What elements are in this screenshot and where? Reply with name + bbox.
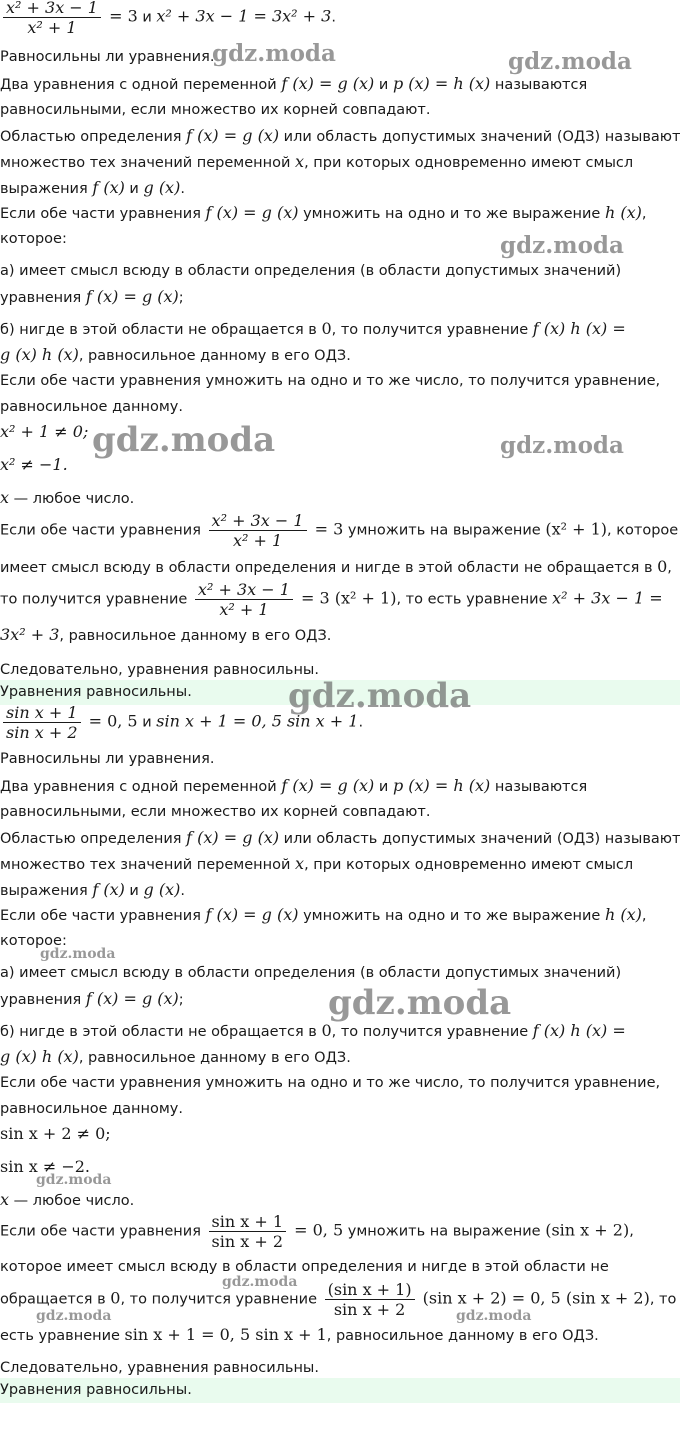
watermark: gdz.moda (328, 983, 512, 1023)
watermark: gdz.moda (500, 232, 624, 259)
definition-line: Два уравнения с одной переменной f (x) = g (x) и p (x) = h (x) называются (0, 776, 588, 795)
watermark: gdz.moda (212, 40, 336, 67)
watermark: gdz.moda (508, 48, 632, 75)
condition-a-line: уравнения f (x) = g (x); (0, 989, 184, 1008)
number-rule-line: равносильное данному. (0, 399, 183, 415)
solution-line: обращается в 0, то получится уравнение $\frac{\text{(sin x + 1)}}{\text{sin x + 2}}$ (sin x + 2) = 0, 5 (sin x + 2), то (0, 1280, 677, 1319)
watermark: gdz.moda (36, 1308, 112, 1324)
any-number-line: x — любое число. (0, 1190, 135, 1209)
any-number-line: x — любое число. (0, 488, 135, 507)
watermark: gdz.moda (36, 1172, 112, 1188)
watermark: gdz.moda (456, 1308, 532, 1324)
fraction: $\frac{\text{sin x + 1}}{\text{sin x + 2}}$ (3, 703, 81, 742)
definition-line: Два уравнения с одной переменной f (x) = g (x) и p (x) = h (x) называются (0, 74, 588, 93)
domain-line: выражения f (x) и g (x). (0, 880, 185, 899)
definition-line: равносильными, если множество их корней совпадают. (0, 102, 431, 118)
condition-b-line: g (x) h (x), равносильное данному в его ОДЗ. (0, 1047, 351, 1066)
watermark: gdz.moda (222, 1274, 298, 1290)
conclusion: Следовательно, уравнения равносильны. (0, 1360, 319, 1376)
equation-2: $\frac{\text{sin x + 1}}{\text{sin x + 2}}$ = 0, 5 и sin x + 1 = 0, 5 sin x + 1. (0, 703, 363, 742)
condition-b-line: g (x) h (x), равносильное данному в его ОДЗ. (0, 345, 351, 364)
condition-a-line: а) имеет смысл всюду в области определения (в области допустимых значений) (0, 263, 622, 279)
condition-1: sin x + 2 ≠ 0; (0, 1124, 111, 1143)
number-rule-line: Если обе части уравнения умножить на одно и то же число, то получится уравнение, (0, 1075, 661, 1091)
solution-line: есть уравнение sin x + 1 = 0, 5 sin x + 1, равносильное данному в его ОДЗ. (0, 1325, 599, 1344)
domain-line: множество тех значений переменной x, при которых одновременно имеют смысл (0, 152, 634, 171)
watermark: gdz.moda (92, 420, 276, 460)
number-rule-line: равносильное данному. (0, 1101, 183, 1117)
fraction: $\frac{\text{(sin x + 1)}}{\text{sin x + 2}}$ (325, 1280, 415, 1319)
condition-2: sin x ≠ −2. (0, 1157, 90, 1176)
fraction: $\frac{\text{x² + 3x − 1}}{\text{x² + 1}}$ (195, 580, 293, 619)
condition-2: x² ≠ −1. (0, 455, 68, 474)
multiply-rule-line: которое: (0, 933, 67, 949)
question-line: Равносильны ли уравнения. (0, 49, 215, 65)
multiply-rule-line: Если обе части уравнения f (x) = g (x) умножить на одно и то же выражение h (x), (0, 905, 647, 924)
fraction: $\frac{\text{x² + 3x − 1}}{\text{x² + 1}}$ (3, 0, 101, 37)
answer: Уравнения равносильны. (0, 684, 192, 700)
watermark: gdz.moda (500, 432, 624, 459)
multiply-rule-line: которое: (0, 231, 67, 247)
question-line: Равносильны ли уравнения. (0, 751, 215, 767)
condition-a-line: уравнения f (x) = g (x); (0, 287, 184, 306)
fraction: $\frac{\text{sin x + 1}}{\text{sin x + 2}}$ (209, 1212, 287, 1251)
watermark: gdz.moda (40, 946, 116, 962)
definition-line: равносильными, если множество их корней совпадают. (0, 804, 431, 820)
fraction: $\frac{\text{x² + 3x − 1}}{\text{x² + 1}}$ (209, 511, 307, 550)
domain-line: выражения f (x) и g (x). (0, 178, 185, 197)
watermark: gdz.moda (288, 676, 472, 716)
multiply-rule-line: Если обе части уравнения f (x) = g (x) умножить на одно и то же выражение h (x), (0, 203, 647, 222)
number-rule-line: Если обе части уравнения умножить на одно и то же число, то получится уравнение, (0, 373, 661, 389)
condition-a-line: а) имеет смысл всюду в области определения (в области допустимых значений) (0, 965, 622, 981)
domain-line: Областью определения f (x) = g (x) или область допустимых значений (ОДЗ) называют (0, 126, 680, 145)
solution-line: Если обе части уравнения $\frac{\text{x² + 3x − 1}}{\text{x² + 1}}$ = 3 умножить на выражение (x² + 1), которое (0, 511, 679, 550)
solution-line: то получится уравнение $\frac{\text{x² + 3x − 1}}{\text{x² + 1}}$ = 3 (x² + 1), то есть уравнение x² + 3x − 1 = (0, 580, 663, 619)
condition-b-line: б) нигде в этой области не обращается в 0, то получится уравнение f (x) h (x) = (0, 319, 626, 338)
solution-line: Если обе части уравнения $\frac{\text{sin x + 1}}{\text{sin x + 2}}$ = 0, 5 умножить на выражение (sin x + 2), (0, 1212, 634, 1251)
equation-1: $\frac{\text{x² + 3x − 1}}{\text{x² + 1}}$ = 3 и x² + 3x − 1 = 3x² + 3. (0, 0, 336, 37)
condition-1: x² + 1 ≠ 0; (0, 422, 89, 441)
condition-b-line: б) нигде в этой области не обращается в 0, то получится уравнение f (x) h (x) = (0, 1021, 626, 1040)
conclusion: Следовательно, уравнения равносильны. (0, 662, 319, 678)
solution-line: 3x² + 3, равносильное данному в его ОДЗ. (0, 625, 332, 644)
domain-line: Областью определения f (x) = g (x) или область допустимых значений (ОДЗ) называют (0, 828, 680, 847)
domain-line: множество тех значений переменной x, при которых одновременно имеют смысл (0, 854, 634, 873)
answer: Уравнения равносильны. (0, 1382, 192, 1398)
solution-line: имеет смысл всюду в области определения и нигде в этой области не обращается в 0, (0, 557, 672, 576)
solution-line: которое имеет смысл всюду в области определения и нигде в этой области не (0, 1259, 609, 1275)
